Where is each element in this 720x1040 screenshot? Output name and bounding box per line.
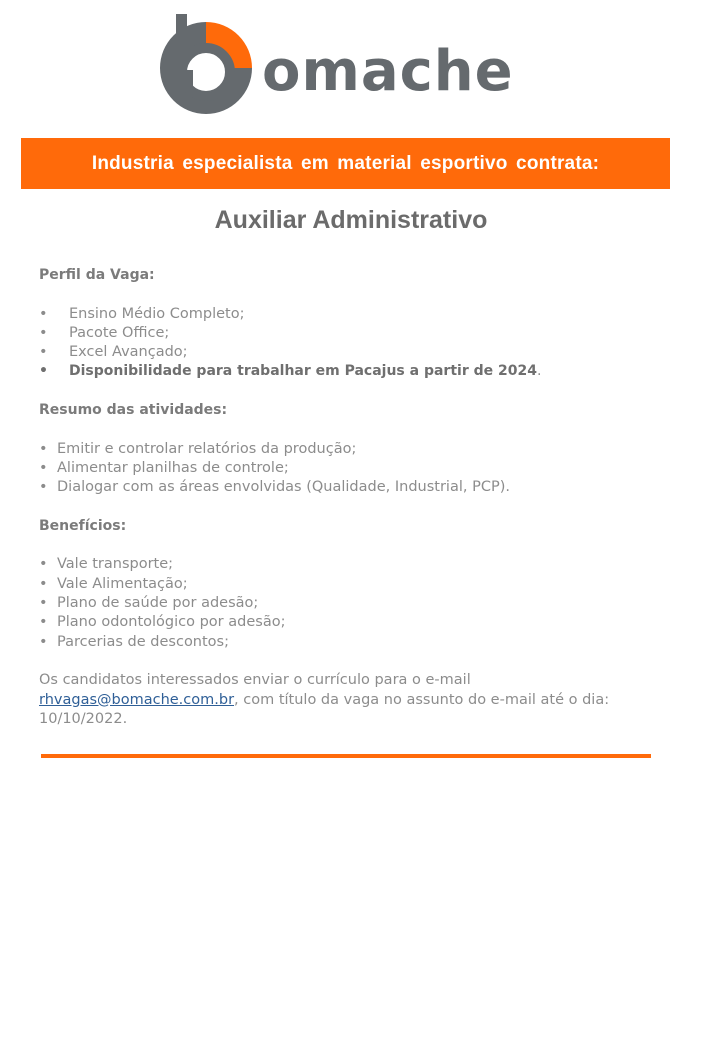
list-item: • Excel Avançado; [39, 343, 669, 362]
availability-text: Disponibilidade para trabalhar em Pacajus a partir de 2024 [69, 363, 537, 380]
list-item: • Parcerias de descontos; [39, 633, 669, 652]
list-item: • Dialogar com as áreas envolvidas (Qualidade, Industrial, PCP). [39, 478, 669, 497]
instructions-intro: Os candidatos interessados enviar o currículo para o e-mail [39, 672, 471, 689]
logo-wordmark: omache [262, 39, 514, 104]
list-item-availability [39, 362, 669, 381]
job-description [39, 266, 669, 729]
hiring-banner [21, 138, 670, 189]
list-item: • Vale Alimentação; [39, 575, 669, 594]
list-item: • Vale transporte; [39, 555, 669, 574]
list-item: • Ensino Médio Completo; [39, 305, 669, 324]
list-item: • Pacote Office; [39, 324, 669, 343]
list-item: • Emitir e controlar relatórios da produção; [39, 440, 669, 459]
job-title: Auxiliar Administrativo [214, 206, 488, 234]
bottom-divider [41, 754, 651, 758]
bomache-logo [150, 10, 550, 130]
list-item: • Plano de saúde por adesão; [39, 594, 669, 613]
instructions-outro: , com título da vaga no assunto do e-mail até o dia: 10/10/2022. [39, 691, 610, 727]
activities-heading: Resumo das atividades: [39, 402, 228, 419]
list-item: • Alimentar planilhas de controle; [39, 459, 669, 478]
benefits-list [39, 555, 669, 651]
profile-list [39, 305, 669, 382]
bomache-b-mark-icon [150, 10, 262, 130]
email-link[interactable]: rhvagas@bomache.com.br [39, 691, 235, 708]
activities-list [39, 440, 669, 498]
application-instructions [39, 671, 669, 729]
benefits-heading: Benefícios: [39, 517, 127, 534]
list-item: • Plano odontológico por adesão; [39, 613, 669, 632]
banner-text: Industria especialista em material esportivo contrata: [91, 152, 600, 174]
profile-heading: Perfil da Vaga: [39, 267, 155, 283]
availability-suffix: . [536, 363, 542, 380]
